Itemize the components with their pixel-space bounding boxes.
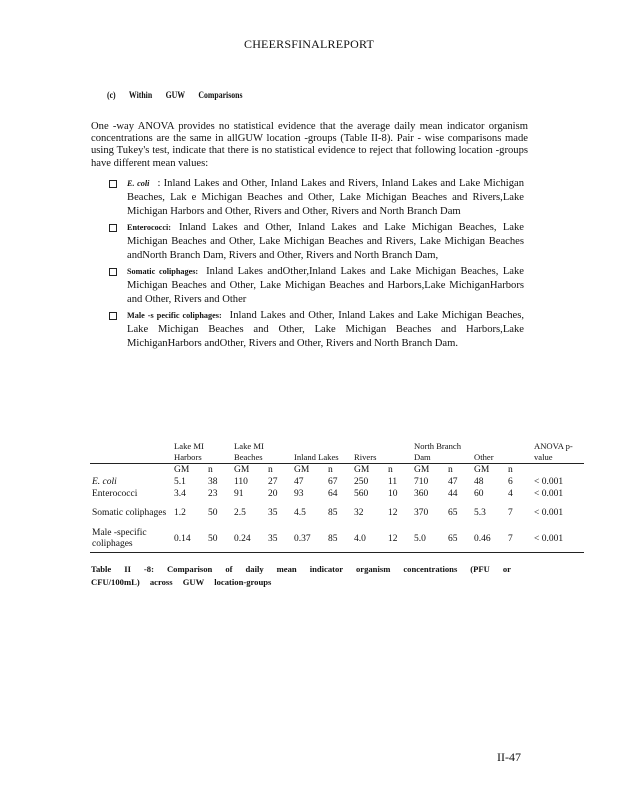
table-cell: 0.24 (232, 526, 266, 553)
table-cell: 250 (354, 477, 369, 487)
table-cell: 360 (414, 489, 429, 499)
table-cell: 0.14 (172, 526, 206, 553)
table-cell: 85 (328, 508, 338, 518)
table-cell: 85 (326, 526, 352, 553)
table-row (90, 476, 584, 488)
bullet-text: : Inland Lakes and Other, Inland Lakes and Rivers, Inland Lakes and Lake Michigan Beaches, Lak e Michigan Beaches and Other, Lake Michigan Beaches and Rivers,Lake Michigan Harbors and Other, Rivers and Other, Rivers and North Branch Dam (127, 178, 524, 217)
subheader-gm: GM (172, 464, 206, 477)
subheader-blank (532, 464, 584, 477)
anova-p-cell: < 0.001 (534, 489, 564, 499)
bullet-lead: Male -s pecific coliphages: (127, 311, 222, 320)
subheader-gm: GM (292, 464, 326, 477)
subheader-gm: GM (412, 464, 446, 477)
page-number: II-47 (497, 750, 521, 764)
bullet-text: Inland Lakes andOther,Inland Lakes and Lake Michigan Beaches, Lake Michigan Beaches and Other, Lake Michigan Beaches and Harbors,Lake MichiganHarbors and Other, Rivers and Other (127, 266, 524, 305)
table-cell: 12 (386, 526, 412, 553)
bullet-lead: Enterococci: (127, 223, 171, 232)
row-label: Somatic coliphages (92, 507, 167, 518)
data-table (90, 425, 584, 553)
page-header: CHEERSFINALREPORT (243, 37, 375, 51)
column-header: North Branch Dam (414, 441, 462, 462)
column-header: Rivers (354, 452, 377, 462)
subheader-n: n (446, 464, 472, 477)
bullet-text: Inland Lakes and Other, Inland Lakes and Lake Michigan Beaches, Lake Michigan Beaches and Other, Lake Michigan Beaches and Rivers, Lake Michigan Beaches andNorth Branch Dam, Rivers and Other, Rivers and North Branch Dam, (127, 222, 524, 261)
table-cell: 6 (508, 477, 513, 487)
table-cell: 370 (414, 508, 429, 518)
bullet-item (108, 265, 524, 307)
bullet-lead: Somatic coliphages: (127, 267, 199, 276)
table-cell: 65 (448, 508, 458, 518)
table-cell: 110 (234, 477, 248, 487)
table-cell: 48 (474, 477, 484, 487)
column-header: Lake MI Harbors (174, 441, 204, 462)
table-cell: 3.4 (174, 489, 186, 499)
table-cell: 47 (448, 477, 458, 487)
subheader-n: n (266, 464, 292, 477)
table-cell: 4.0 (352, 526, 386, 553)
table-cell: 60 (474, 489, 484, 499)
table-cell: 2.5 (234, 508, 246, 518)
table-cell: 23 (208, 489, 218, 499)
table-caption: Table II -8: Comparison of daily mean indicator organism concentrations (PFU or CFU/100mL) across GUW location-groups (91, 564, 511, 587)
row-label: Male -specific coliphages (90, 526, 172, 553)
table-cell: 5.0 (412, 526, 446, 553)
table-cell: 4 (508, 489, 513, 499)
table-cell: 20 (268, 489, 278, 499)
section-heading: (c) Within GUW Comparisons (107, 91, 243, 101)
table-cell: 64 (328, 489, 338, 499)
table-cell: 38 (208, 477, 218, 487)
row-label: Enterococci (92, 489, 138, 499)
table-cell: 32 (354, 508, 364, 518)
bullet-list (108, 177, 524, 353)
column-header: ANOVA p- value (534, 441, 573, 462)
table-cell: 91 (234, 489, 244, 499)
table-cell: 5.3 (474, 508, 486, 518)
table-row (90, 488, 584, 500)
table-cell: 10 (388, 489, 398, 499)
table-cell: 93 (294, 489, 304, 499)
subheader-n: n (206, 464, 232, 477)
table-cell: 0.37 (292, 526, 326, 553)
table-cell: 0.46 (472, 526, 506, 553)
column-header: Inland Lakes (294, 452, 339, 462)
table-cell: 65 (446, 526, 472, 553)
table-cell: 5.1 (174, 477, 186, 487)
table-cell: 27 (268, 477, 278, 487)
table-cell: 4.5 (294, 508, 306, 518)
bullet-item (108, 177, 524, 219)
table-row (90, 526, 584, 553)
row-label: E. coli (92, 477, 117, 487)
bullet-item (108, 221, 524, 263)
checkbox-bullet-icon (109, 312, 117, 320)
table-cell: 7 (506, 526, 532, 553)
table-cell: 47 (294, 477, 304, 487)
subheader-n: n (326, 464, 352, 477)
subheader-n: n (506, 464, 532, 477)
checkbox-bullet-icon (109, 224, 117, 232)
table-cell: 12 (388, 508, 398, 518)
anova-p-cell: < 0.001 (534, 477, 564, 487)
subheader-n: n (386, 464, 412, 477)
body-paragraph: One -way ANOVA provides no statistical evidence that the average daily mean indicator organism concentrations are the same in allGUW location -groups (Table II-8). Pair - wise comparisons made using Tukey's test, indicate that there is no statistical evidence to reject that following location -groups have different mean values: (91, 121, 528, 169)
table-cell: 50 (208, 508, 218, 518)
table-cell: 50 (206, 526, 232, 553)
subheader-gm: GM (232, 464, 266, 477)
checkbox-bullet-icon (109, 268, 117, 276)
table-row (90, 500, 584, 526)
subheader-gm: GM (352, 464, 386, 477)
table-cell: 710 (414, 477, 429, 487)
anova-p-cell: < 0.001 (532, 526, 584, 553)
table-corner (90, 425, 172, 464)
table-cell: 11 (388, 477, 398, 487)
column-header: Other (474, 452, 494, 462)
table-cell: 35 (266, 526, 292, 553)
subheader-blank (90, 464, 172, 477)
checkbox-bullet-icon (109, 180, 117, 188)
subheader-gm: GM (472, 464, 506, 477)
table-cell: 35 (268, 508, 278, 518)
bullet-item (108, 309, 524, 351)
table-cell: 67 (328, 477, 338, 487)
bullet-text: Inland Lakes and Other, Inland Lakes and Lake Michigan Beaches, Lake Michigan Beaches and Other, Lake Michigan Beaches and Harbors,Lake MichiganHarbors andOther, Rivers and Other, Rivers and North Branch Dam. (127, 310, 524, 349)
column-header: Lake MI Beaches (234, 441, 264, 462)
table-cell: 44 (448, 489, 458, 499)
table-cell: 1.2 (174, 508, 186, 518)
bullet-lead: E. coli (127, 179, 150, 188)
table-cell: 7 (508, 508, 513, 518)
table-cell: 560 (354, 489, 369, 499)
anova-p-cell: < 0.001 (534, 508, 564, 518)
